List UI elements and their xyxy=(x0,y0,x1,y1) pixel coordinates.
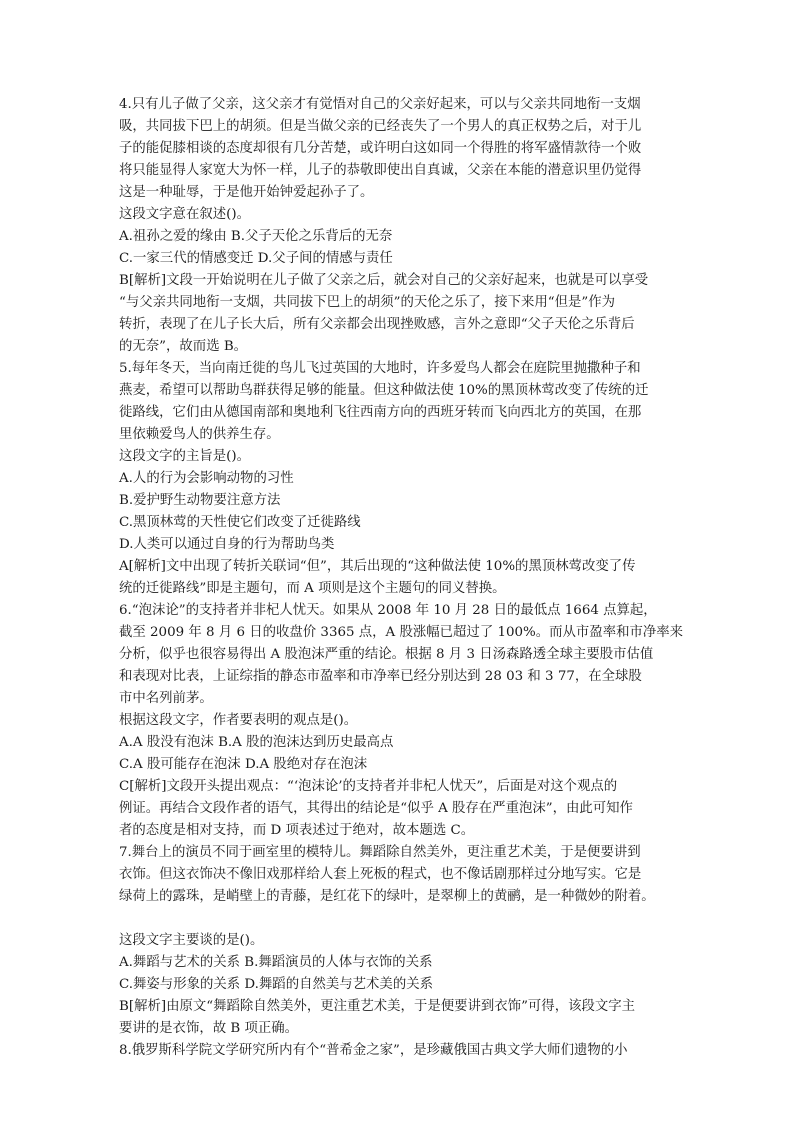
analysis-line: C[解析]文段开头提出观点：“‘泡沫论’的支持者并非杞人忧天”，后面是对这个观点的 xyxy=(119,779,618,794)
question-stem: 根据这段文字，作者要表明的观点是()。 xyxy=(119,713,358,728)
answer-option: B.爱护野生动物要注意方法 xyxy=(119,493,281,508)
passage-line: 截至 2009 年 8 月 6 日的收盘价 3365 点，A 股涨幅已超过了 100%。而从市盈率和市净率来 xyxy=(119,625,684,640)
question-6 xyxy=(119,600,684,842)
answer-option: A.祖孙之爱的缘由 B.父子天伦之乐背后的无奈 xyxy=(119,229,393,244)
passage-line: 徙路线，它们由从德国南部和奥地利飞往西南方向的西班牙转而飞向西北方的英国，在那 xyxy=(119,405,642,420)
question-stem: 这段文字意在叙述()。 xyxy=(119,207,250,222)
analysis-line: 要讲的是衣饰，故 B 项正确。 xyxy=(119,1021,299,1036)
question-stem: 这段文字主要谈的是()。 xyxy=(119,933,264,948)
passage-line: 衣饰。但这衣饰决不像旧戏那样给人套上死板的程式，也不像话剧那样过分地写实。它是 xyxy=(119,867,642,882)
passage-line: 4.只有儿子做了父亲，这父亲才有觉悟对自己的父亲好起来，可以与父亲共同地衔一支烟 xyxy=(119,97,641,112)
passage-line: 6.“泡沫论”的支持者并非杞人忧天。如果从 2008 年 10 月 28 日的最低点 1664 点算起， xyxy=(119,603,657,618)
analysis-line: 例证。再结合文段作者的语气，其得出的结论是“似乎 A 股存在严重泡沫”，由此可知作 xyxy=(119,801,633,816)
passage-line: 燕麦，希望可以帮助鸟群获得足够的能量。但这种做法使 10%的黑顶林莺改变了传统的迁 xyxy=(119,383,649,398)
question-4 xyxy=(119,94,679,358)
answer-option: C.A 股可能存在泡沫 D.A 股绝对存在泡沫 xyxy=(119,757,368,772)
analysis-line: 统的迁徙路线”即是主题句，而 A 项则是这个主题句的同义替换。 xyxy=(119,581,506,596)
question-7 xyxy=(119,842,679,1040)
question-stem: 这段文字的主旨是()。 xyxy=(119,449,250,464)
question-5 xyxy=(119,358,679,600)
passage-line: 8.俄罗斯科学院文学研究所内有个“普希金之家”，是珍藏俄国古典文学大师们遗物的小 xyxy=(119,1043,628,1058)
passage-line: 子的能促膝相谈的态度却很有几分苦楚，或许明白这如同一个得胜的将军盛情款待一个败 xyxy=(119,141,642,156)
answer-option: C.一家三代的情感变迁 D.父子间的情感与责任 xyxy=(119,251,393,266)
passage-line: 分析，似乎也很容易得出 A 股泡沫严重的结论。根据 8 月 3 日汤森路透全球主要股市估值 xyxy=(119,647,654,662)
answer-option: A.舞蹈与艺术的关系 B.舞蹈演员的人体与衣饰的关系 xyxy=(119,955,433,970)
passage-line: 里依赖爱鸟人的供养生存。 xyxy=(119,427,280,442)
answer-option: A.人的行为会影响动物的习性 xyxy=(119,471,294,486)
document-page xyxy=(119,94,684,1062)
answer-option: A.A 股没有泡沫 B.A 股的泡沫达到历史最高点 xyxy=(119,735,394,750)
passage-line: 吸，共同拔下巴上的胡须。但是当做父亲的已经丧失了一个男人的真正权势之后，对于儿 xyxy=(119,119,642,134)
blank-line xyxy=(119,908,679,930)
analysis-line: 转折，表现了在儿子长大后，所有父亲都会出现挫败感，言外之意即“父子天伦之乐背后 xyxy=(119,317,635,332)
passage-line: 和表现对比表，上证综指的静态市盈率和市净率已经分别达到 28 03 和 3 77，在全球股 xyxy=(119,669,642,684)
passage-line: 这是一种耻辱，于是他开始钟爱起孙子了。 xyxy=(119,185,374,200)
passage-line: 7.舞台上的演员不同于画室里的模特儿。舞蹈除自然美外，更注重艺术美，于是便要讲到 xyxy=(119,845,641,860)
answer-option: D.人类可以通过自身的行为帮助鸟类 xyxy=(119,537,335,552)
passage-line: 5.每年冬天，当向南迁徙的鸟儿飞过英国的大地时，许多爱鸟人都会在庭院里抛撒种子和 xyxy=(119,361,641,376)
question-8 xyxy=(119,1040,679,1062)
passage-line: 将只能显得人家宽大为怀一样，儿子的恭敬即使出自真诚，父亲在本能的潜意识里仍觉得 xyxy=(119,163,642,178)
analysis-line: “与父亲共同地衔一支烟，共同拔下巴上的胡须”的天伦之乐了，接下来用“但是”作为 xyxy=(119,295,616,310)
answer-option: C.舞姿与形象的关系 D.舞蹈的自然美与艺术美的关系 xyxy=(119,977,433,992)
passage-line: 绿荷上的露珠，是峭壁上的青藤，是红花下的绿叶，是翠柳上的黄鹂，是一种微妙的附着。 xyxy=(119,889,655,904)
analysis-line: 者的态度是相对支持，而 D 项表述过于绝对，故本题选 C。 xyxy=(119,823,475,838)
analysis-line: 的无奈”，故而选 B。 xyxy=(119,339,248,354)
passage-line: 市中名列前茅。 xyxy=(119,691,213,706)
analysis-line: B[解析]由原文“舞蹈除自然美外，更注重艺术美，于是便要讲到衣饰”可得，该段文字主 xyxy=(119,999,636,1014)
analysis-line: B[解析]文段一开始说明在儿子做了父亲之后，就会对自己的父亲好起来，也就是可以享受 xyxy=(119,273,649,288)
analysis-line: A[解析]文中出现了转折关联词“但”，其后出现的“这种做法使 10%的黑顶林莺改变了传 xyxy=(119,559,636,574)
answer-option: C.黑顶林莺的天性使它们改变了迁徙路线 xyxy=(119,515,361,530)
